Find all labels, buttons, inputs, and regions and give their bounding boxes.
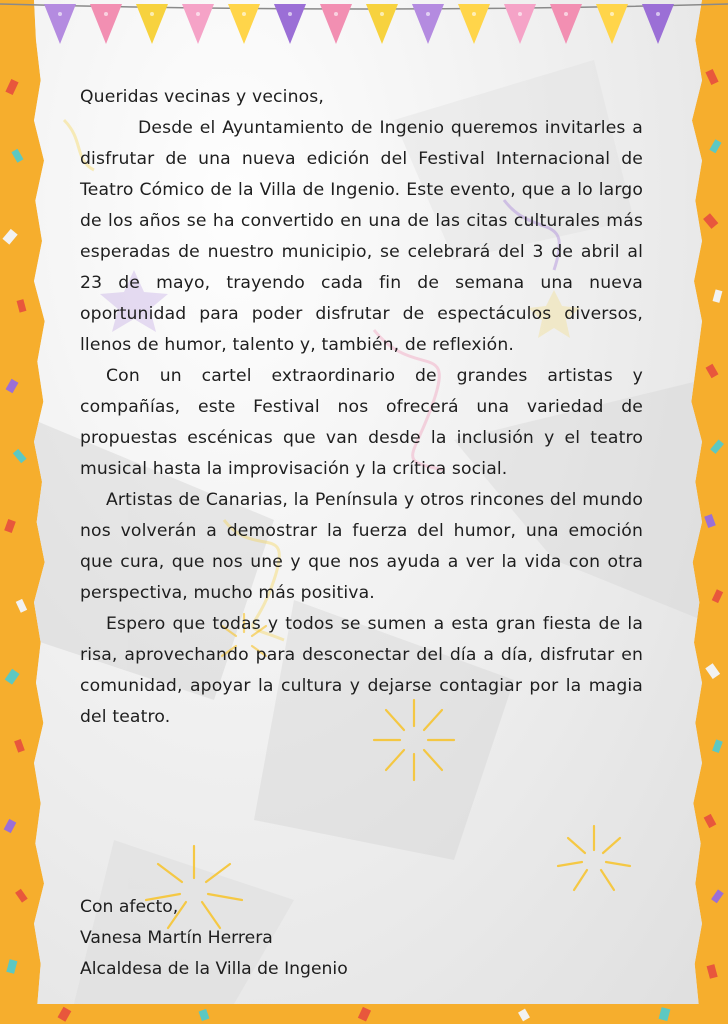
signatory-name: Vanesa Martín Herrera [80, 928, 273, 948]
letter-closing: Con afecto, [80, 897, 179, 917]
letter-paragraph: Con un cartel extraordinario de grandes artistas y compañías, este Festival nos ofrecerá una variedad de propuestas escénicas que van desde la inclusión y el teatro musical hasta la improvisación y la crítica social. [80, 366, 643, 479]
letter-paragraph: Desde el Ayuntamiento de Ingenio queremos invitarles a disfrutar de una nueva edición del Festival Internacional de Teatro Cómico de la Villa de Ingenio. Este evento, que a lo largo de los años se ha convertido en una de las citas culturales más esperadas de nuestro municipio, se celebrará del 3 de abril al 23 de mayo, trayendo cada fin de semana una nueva oportunidad para poder disfrutar de espectáculos diversos, llenos de humor, talento y, también, de reflexión. [80, 118, 643, 355]
letter-greeting: Queridas vecinas y vecinos, [80, 87, 324, 107]
letter-paragraph: Artistas de Canarias, la Península y otros rincones del mundo nos volverán a demostrar la fuerza del humor, una emoción que cura, que nos une y que nos ayuda a ver la vida con otra perspectiva, mucho más positiva. [80, 490, 643, 603]
letter-signature-block [80, 892, 348, 985]
letter-body [80, 82, 643, 733]
letter-paragraph: Espero que todas y todos se sumen a esta gran fiesta de la risa, aprovechando para desconectar del día a día, disfrutar en comunidad, apoyar la cultura y dejarse contagiar por la magia del teatro. [80, 614, 643, 727]
signatory-title: Alcaldesa de la Villa de Ingenio [80, 959, 348, 979]
bunting-flags-icon [0, 0, 728, 48]
